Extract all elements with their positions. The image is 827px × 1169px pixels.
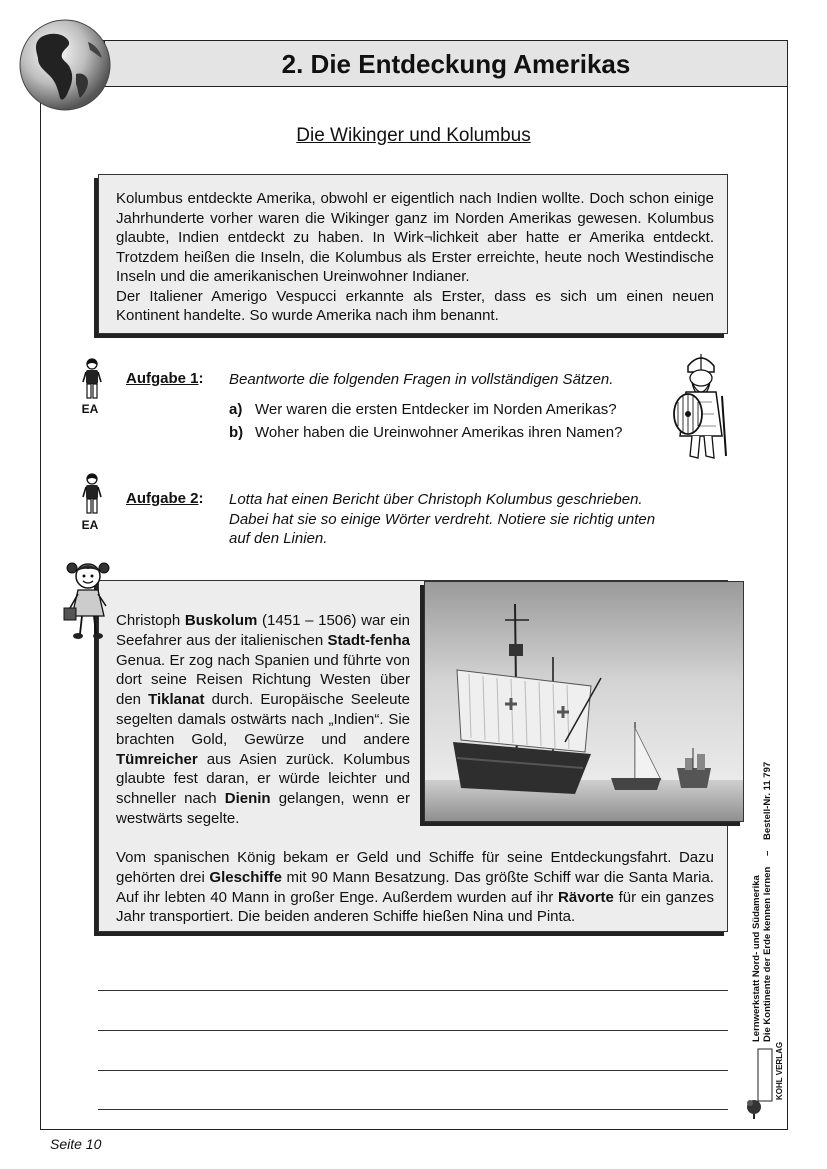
viking-illustration (668, 352, 734, 464)
question-a (229, 401, 617, 418)
task1-label-text: Aufgabe 1 (126, 370, 199, 387)
answer-line[interactable] (98, 1070, 728, 1071)
twisted-word: Buskolum (184, 612, 258, 629)
task2-instruction-line-2: Dabei hat sie so einige Wörter verdreht. Notiere sie richtig unten (229, 510, 656, 528)
answer-line[interactable] (98, 990, 728, 991)
twisted-word: Tümreicher (116, 750, 198, 768)
ship-photo (424, 581, 744, 822)
question-b-text: Woher haben die Ureinwohner Amerikas ihren Namen? (255, 424, 623, 441)
task1-label (126, 370, 204, 387)
santa-maria-ship-image (425, 582, 744, 822)
twisted-word: Stadt-fenha (327, 631, 410, 649)
subtitle: Die Wikinger und Kolumbus (296, 125, 531, 146)
work-mode-label-1: EA (81, 402, 99, 416)
task1-instruction: Beantworte die folgenden Fragen in vollständigen Sätzen. (229, 371, 614, 388)
story-text: für ein ganzes Jahr transportiert. Die beiden anderen Schiffe hießen Nina und Pinta. (116, 888, 714, 926)
person-icon (80, 358, 104, 402)
task2-label-colon: : (198, 490, 204, 507)
girl-illustration (62, 560, 114, 640)
publisher-name: KOHL VERLAG (775, 1041, 784, 1100)
story-text-full-width (116, 848, 714, 927)
question-b (229, 424, 622, 441)
question-a-letter: a) (229, 401, 243, 418)
task2-instruction-line-1: Lotta hat einen Bericht über Christoph Kolumbus geschrieben. (229, 491, 643, 508)
question-a-text: Wer waren die ersten Entdecker im Norden Amerikas? (255, 401, 617, 418)
story-text-column (116, 611, 410, 829)
twisted-word: Tiklanat (148, 691, 205, 709)
page-title: 2. Die Entdeckung Amerikas (281, 49, 631, 79)
story-text: Genua. Er zog nach Spanien und führte von dort seine Reisen Richtung Westen über den (116, 651, 410, 709)
story-text: Vom spanischen König bekam er Geld und Schiffe für seine Entdeckungsfahrt. Dazu gehörten drei (116, 849, 714, 886)
intro-text (116, 189, 714, 326)
story-text: aus Asien zurück. Kolumbus glaubte fest daran, er würde leichter und schneller nach (116, 750, 410, 808)
book-title-line-2: Die Kontinente der Erde kennen lernen (762, 866, 773, 1042)
answer-line[interactable] (98, 1030, 728, 1031)
order-number: Bestell-Nr. 11 797 (762, 761, 773, 840)
page-number: Seite 10 (50, 1136, 102, 1152)
globe-icon (18, 18, 112, 112)
story-text: Christoph (116, 612, 185, 629)
story-text: gelangen, wenn er westwärts segelte. (116, 790, 410, 827)
twisted-word: Dienin (224, 790, 271, 808)
publisher-logo (742, 1045, 778, 1121)
task2-label-text: Aufgabe 2 (126, 490, 199, 507)
story-text: (1451 – 1506) war ein Seefahrer aus der italienischen (116, 612, 410, 649)
work-mode-label-2: EA (81, 518, 99, 532)
answer-line[interactable] (98, 1109, 728, 1110)
intro-paragraph-1: Kolumbus entdeckte Amerika, obwohl er eigentlich nach Indien wollte. Doch schon einige Jahrhunderte vorher waren die Wikinger ganz im Norden Amerikas gewesen. Kolumbus glaubte, Indien entdeckt zu haben. In Wirk¬lichkeit aber hatte er Amerika entdeckt. Trotzdem heißen die Inseln, die Kolumbus als Erster erreichte, heute noch Westindische Inseln und die amerikanischen Ureinwohner Indianer. (116, 190, 714, 285)
story-text: durch. Europäische Seeleute segelten damals ostwärts nach „Indien“. Sie brachten Gold, Gewürze und andere (116, 691, 410, 748)
intro-paragraph-2: Der Italiener Amerigo Vespucci erkannte als Erster, dass es sich um einen neuen Kontinent handelte. So wurde Amerika nach ihm benannt. (116, 287, 714, 324)
task2-instruction-line-3: auf den Linien. (229, 530, 328, 547)
twisted-word: Rävorte (558, 888, 614, 906)
twisted-word: Gleschiffe (209, 868, 282, 886)
title-bar (104, 40, 788, 87)
intro-box (98, 174, 728, 334)
book-title-line-1: Lernwerkstatt Nord- und Südamerika (751, 875, 762, 1042)
person-icon (80, 473, 104, 517)
story-text: mit 90 Mann Besatzung. Das größte Schiff war die Santa Maria. Auf ihr lebten 40 Mann in großer Enge. Außerdem wurden auf ihr (116, 868, 714, 906)
task1-label-colon: : (198, 370, 204, 387)
task2-label (126, 490, 204, 507)
sidebar-dash: – (762, 850, 773, 856)
question-b-letter: b) (229, 424, 244, 441)
